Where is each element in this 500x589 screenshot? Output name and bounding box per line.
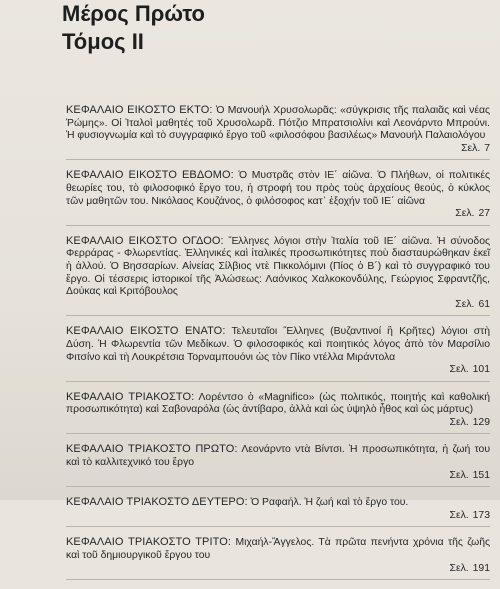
toc-entry <box>66 391 490 435</box>
toc-entry <box>66 536 490 580</box>
page-label: Σελ. <box>449 469 469 481</box>
page-label: Σελ. <box>455 208 475 220</box>
page-number: 151 <box>472 469 490 481</box>
chapter-label: ΚΕΦΑΛΑΙΟ ΕΙΚΟΣΤΟ ΟΓΔΟΟ: <box>66 234 224 247</box>
page-number: 7 <box>484 142 490 154</box>
chapter-summary: Μιχαήλ-Ἄγγελος. Τὰ πρῶτα πενήντα χρόνια τῆς ζωῆς καὶ τοῦ δημιουργικοῦ ἔργου του <box>66 537 491 562</box>
page-reference <box>66 208 490 221</box>
page-label: Σελ. <box>455 298 475 310</box>
toc-entry <box>66 496 490 527</box>
toc-entry <box>66 235 490 317</box>
chapter-summary: Ὁ Μανουήλ Χρυσολωρᾶς: «σύγκρισις τῆς παλαιᾶς καὶ νέας Ῥώμης». Οἱ Ἰταλοὶ μαθητές τοῦ Χρυσολωρᾶ. Πότζιο Μπρατσιολίνι καὶ Λεονάρντο Μπρούνι. Ἡ φυσιογνωμία καὶ τὸ συγγραφικό ἔργο τοῦ «φιλοσόφου βασιλέως» Μανουήλ Παλαιολόγου <box>66 105 490 142</box>
toc-entry <box>66 325 490 381</box>
chapter-label: ΚΕΦΑΛΑΙΟ ΤΡΙΑΚΟΣΤΟ: <box>66 390 195 403</box>
page-label: Σελ. <box>449 562 469 574</box>
page-label: Σελ. <box>449 364 469 376</box>
page-number: 191 <box>472 562 490 574</box>
chapter-label: ΚΕΦΑΛΑΙΟ ΕΙΚΟΣΤΟ ΕΝΑΤΟ: <box>66 325 226 338</box>
toc-entry <box>66 104 490 160</box>
page-heading <box>62 0 205 56</box>
toc-entry <box>66 443 490 487</box>
chapter-summary: Λορέντσο ὁ «Magnifico» (ὡς πολιτικός, ποιητής καὶ καθολική προσωπικότητα) καὶ Σαβοναρόλα (ὡς ἀντίβαρο, ἀλλὰ καὶ ὡς ὑψηλὸ ἦθος καὶ ὡς μάρτυς) <box>66 391 490 416</box>
chapter-summary: Ὁ Ραφαήλ. Ἡ ζωή καὶ τὸ ἔργο του. <box>247 497 409 509</box>
chapter-label: ΚΕΦΑΛΑΙΟ ΕΙΚΟΣΤΟ ΕΒΔΟΜΟ: <box>66 169 234 182</box>
chapter-summary: Τελευταῖοι Ἕλληνες (Βυζαντινοί ἢ Κρῆτες) λόγιοι στὴ Δύση. Ἡ Φλωρεντία τῶν Μεδίκων. Ὁ φιλοσοφικός καὶ ποιητικός λόγος ἀπὸ τὸν Μαρσίλιο Φιτσίνο καὶ τὴ Λουκρέτσια Τορναμπουόνι ὡς τὸν Πίκο ντέλλα Μιράντολα <box>66 326 490 363</box>
page-reference <box>66 563 490 576</box>
page-reference <box>66 143 490 156</box>
page-number: 129 <box>472 416 490 428</box>
toc-entry <box>66 169 490 225</box>
chapter-summary: Ὁ Μυστρᾶς στὸν ΙΕ΄ αἰῶνα. Ὁ Πλήθων, οἱ πολιτικές θεωρίες του, τὸ φιλοσοφικό ἔργο του, ἡ στροφή του πρὸς τοὺς ἀρχαίους θεούς, ὁ κύκλος τῶν μαθητῶν του. Νικόλαος Κουζάνος, ὁ φιλόσοφος κατ᾿ ἐξοχήν τοῦ ΙΕ΄ αἰῶνα <box>66 170 490 207</box>
page-label: Σελ. <box>449 509 469 521</box>
page-reference <box>66 470 490 483</box>
page-reference <box>66 299 490 312</box>
page-number: 101 <box>472 364 490 376</box>
page-reference <box>66 417 490 430</box>
chapter-label: ΚΕΦΑΛΑΙΟ ΤΡΙΑΚΟΣΤΟ ΠΡΩΤΟ: <box>66 443 238 456</box>
page-label: Σελ. <box>461 142 481 154</box>
chapter-label: ΚΕΦΑΛΑΙΟ ΕΙΚΟΣΤΟ ΕΚΤΟ: <box>66 104 213 116</box>
volume-title: Τόμος ΙΙ <box>62 29 144 54</box>
chapter-summary: Λεονάρντο ντὰ Βίντσι. Ἡ προσωπικότητα, ἡ ζωή του καὶ τὸ καλλιτεχνικό του ἔργο <box>66 444 490 469</box>
page-number: 61 <box>478 298 490 310</box>
page-reference <box>66 364 490 377</box>
page-number: 27 <box>478 208 490 220</box>
chapter-label: ΚΕΦΑΛΑΙΟ ΤΡΙΑΚΟΣΤΟ ΔΕΥΤΕΡΟ: <box>66 496 248 509</box>
page-reference <box>66 510 490 523</box>
page-number: 173 <box>472 509 490 521</box>
table-of-contents <box>66 104 490 589</box>
chapter-label: ΚΕΦΑΛΑΙΟ ΤΡΙΑΚΟΣΤΟ ΤΡΙΤΟ: <box>66 536 232 549</box>
part-title: Μέρος Πρώτο <box>62 1 205 26</box>
chapter-summary: Ἕλληνες λόγιοι στὴν Ἰταλία τοῦ ΙΕ΄ αἰῶνα. Ἡ σύνοδος Φερράρας - Φλωρεντίας. Ἑλληνικές καὶ ἰταλικές προσωπικότητες ποὺ διασταυρώθηκαν ἐκεῖ ἡ ἀλλού. Ὁ Βησσαρίων. Αἰνείας Σίλβιος ντὲ Πικκολόμινι (Πίος ὁ Β΄) καὶ τὸ συγγραφικό του ἔργο. Οἱ τέσσερις ἱστορικοί τῆς Ἁλώσεως: Λαόνικος Χαλκοκονδύλης, Γεώργιος Σφραντζῆς, Δούκας καὶ Κριτόβουλος <box>66 235 490 298</box>
page-label: Σελ. <box>449 416 469 428</box>
